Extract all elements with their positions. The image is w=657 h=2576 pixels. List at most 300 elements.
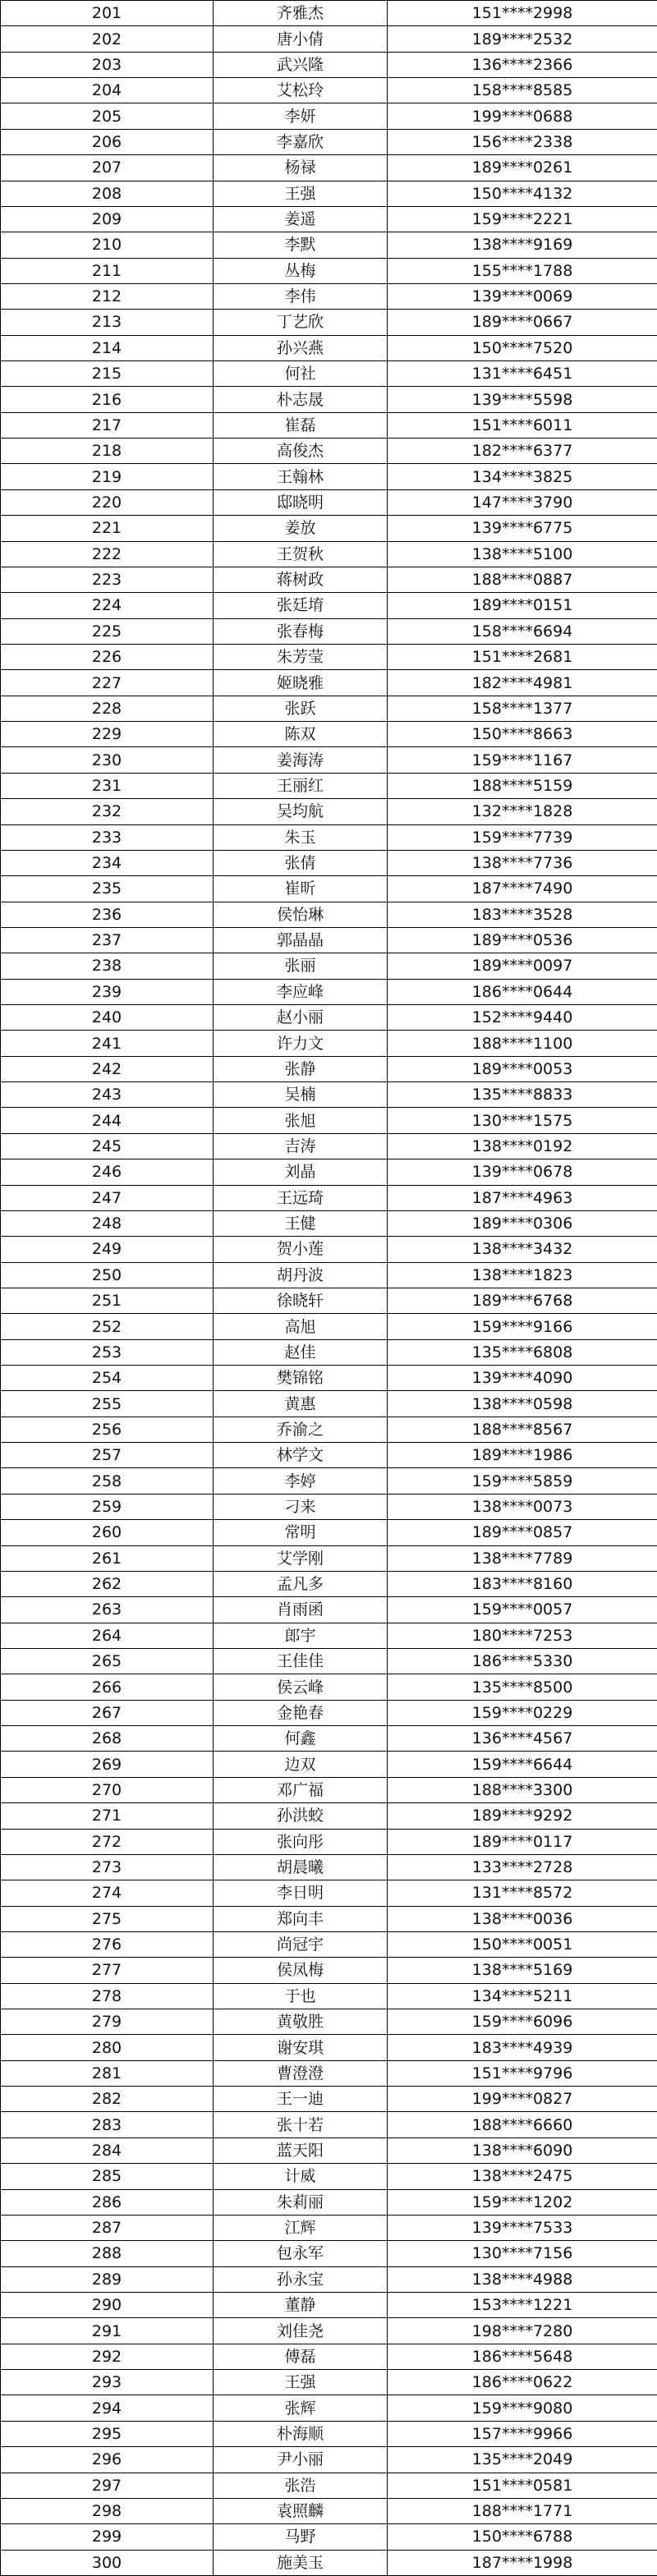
name-cell: 于也 bbox=[214, 1983, 388, 2009]
name-cell: 胡丹波 bbox=[214, 1262, 388, 1288]
name-cell: 武兴隆 bbox=[214, 52, 388, 77]
row-number-cell: 282 bbox=[1, 2087, 214, 2112]
name-cell: 孟凡多 bbox=[214, 1571, 388, 1596]
phone-cell: 151****0581 bbox=[388, 2473, 657, 2498]
phone-cell: 138****0073 bbox=[388, 1494, 657, 1519]
table-row bbox=[1, 335, 657, 360]
phone-cell: 131****8572 bbox=[388, 1880, 657, 1906]
phone-cell: 183****8160 bbox=[388, 1571, 657, 1596]
table-row bbox=[1, 412, 657, 438]
row-number-cell: 206 bbox=[1, 129, 214, 154]
name-cell: 何社 bbox=[214, 361, 388, 387]
row-number-cell: 295 bbox=[1, 2421, 214, 2446]
table-row bbox=[1, 670, 657, 696]
name-cell: 王一迪 bbox=[214, 2087, 388, 2112]
phone-cell: 159****6644 bbox=[388, 1752, 657, 1777]
name-cell: 何鑫 bbox=[214, 1726, 388, 1752]
table-row bbox=[1, 2318, 657, 2344]
row-number-cell: 213 bbox=[1, 310, 214, 335]
phone-cell: 189****0667 bbox=[388, 310, 657, 335]
name-cell: 崔磊 bbox=[214, 412, 388, 438]
phone-cell: 189****0097 bbox=[388, 953, 657, 979]
table-row bbox=[1, 2164, 657, 2189]
name-cell: 侯凤梅 bbox=[214, 1958, 388, 1983]
name-cell: 江辉 bbox=[214, 2215, 388, 2240]
table-row bbox=[1, 1880, 657, 1906]
row-number-cell: 258 bbox=[1, 1468, 214, 1494]
table-row bbox=[1, 1854, 657, 1880]
row-number-cell: 225 bbox=[1, 618, 214, 644]
name-cell: 徐晓轩 bbox=[214, 1288, 388, 1313]
table-row bbox=[1, 2241, 657, 2266]
row-number-cell: 299 bbox=[1, 2524, 214, 2550]
phone-cell: 189****0053 bbox=[388, 1056, 657, 1081]
name-cell: 王健 bbox=[214, 1210, 388, 1236]
phone-cell: 139****5598 bbox=[388, 387, 657, 412]
name-cell: 蒋树政 bbox=[214, 567, 388, 592]
phone-cell: 180****7253 bbox=[388, 1623, 657, 1648]
table-row bbox=[1, 1752, 657, 1777]
row-number-cell: 232 bbox=[1, 799, 214, 824]
row-number-cell: 223 bbox=[1, 567, 214, 592]
phone-cell: 189****0117 bbox=[388, 1829, 657, 1854]
row-number-cell: 218 bbox=[1, 439, 214, 464]
phone-cell: 138****5100 bbox=[388, 541, 657, 567]
row-number-cell: 288 bbox=[1, 2241, 214, 2266]
name-cell: 张静 bbox=[214, 1056, 388, 1081]
name-cell: 赵佳 bbox=[214, 1339, 388, 1365]
row-number-cell: 284 bbox=[1, 2137, 214, 2163]
phone-cell: 188****0887 bbox=[388, 567, 657, 592]
name-cell: 边双 bbox=[214, 1752, 388, 1777]
name-cell: 齐雅杰 bbox=[214, 1, 388, 26]
row-number-cell: 204 bbox=[1, 78, 214, 103]
table-row bbox=[1, 2137, 657, 2163]
table-row bbox=[1, 696, 657, 721]
table-row bbox=[1, 2112, 657, 2137]
name-cell: 张春梅 bbox=[214, 618, 388, 644]
phone-cell: 147****3790 bbox=[388, 489, 657, 515]
row-number-cell: 278 bbox=[1, 1983, 214, 2009]
phone-cell: 158****8585 bbox=[388, 78, 657, 103]
name-cell: 王强 bbox=[214, 181, 388, 206]
row-number-cell: 250 bbox=[1, 1262, 214, 1288]
row-number-cell: 235 bbox=[1, 876, 214, 902]
row-number-cell: 265 bbox=[1, 1649, 214, 1674]
name-cell: 刁来 bbox=[214, 1494, 388, 1519]
row-number-cell: 202 bbox=[1, 26, 214, 52]
phone-cell: 199****0827 bbox=[388, 2087, 657, 2112]
row-number-cell: 300 bbox=[1, 2550, 214, 2575]
name-cell: 张丽 bbox=[214, 953, 388, 979]
row-number-cell: 244 bbox=[1, 1108, 214, 1133]
row-number-cell: 272 bbox=[1, 1829, 214, 1854]
phone-cell: 138****3432 bbox=[388, 1237, 657, 1262]
row-number-cell: 261 bbox=[1, 1545, 214, 1571]
phone-cell: 159****9166 bbox=[388, 1314, 657, 1339]
row-number-cell: 281 bbox=[1, 2060, 214, 2086]
table-row bbox=[1, 567, 657, 592]
phone-cell: 159****1202 bbox=[388, 2189, 657, 2215]
table-row bbox=[1, 1726, 657, 1752]
row-number-cell: 212 bbox=[1, 283, 214, 309]
phone-cell: 183****4939 bbox=[388, 2035, 657, 2060]
phone-cell: 159****0229 bbox=[388, 1700, 657, 1725]
table-row bbox=[1, 1958, 657, 1983]
table-row bbox=[1, 1391, 657, 1417]
phone-cell: 159****9080 bbox=[388, 2395, 657, 2421]
phone-cell: 150****0051 bbox=[388, 1931, 657, 1957]
name-cell: 许力文 bbox=[214, 1031, 388, 1056]
phone-cell: 138****1823 bbox=[388, 1262, 657, 1288]
phone-cell: 136****2366 bbox=[388, 52, 657, 77]
row-number-cell: 275 bbox=[1, 1906, 214, 1931]
row-number-cell: 231 bbox=[1, 773, 214, 798]
phone-cell: 159****1167 bbox=[388, 747, 657, 773]
row-number-cell: 240 bbox=[1, 1005, 214, 1031]
table-row bbox=[1, 593, 657, 618]
table-row bbox=[1, 78, 657, 103]
table-row bbox=[1, 773, 657, 798]
row-number-cell: 298 bbox=[1, 2498, 214, 2523]
row-number-cell: 292 bbox=[1, 2344, 214, 2369]
phone-cell: 151****2998 bbox=[388, 1, 657, 26]
phone-cell: 132****1828 bbox=[388, 799, 657, 824]
row-number-cell: 245 bbox=[1, 1133, 214, 1159]
table-row bbox=[1, 310, 657, 335]
name-cell: 李默 bbox=[214, 232, 388, 258]
table-row bbox=[1, 2035, 657, 2060]
table-row bbox=[1, 979, 657, 1004]
row-number-cell: 249 bbox=[1, 1237, 214, 1262]
table-row bbox=[1, 2344, 657, 2369]
name-cell: 金艳春 bbox=[214, 1700, 388, 1725]
phone-cell: 151****6011 bbox=[388, 412, 657, 438]
row-number-cell: 263 bbox=[1, 1597, 214, 1623]
phone-cell: 139****0678 bbox=[388, 1159, 657, 1185]
row-number-cell: 297 bbox=[1, 2473, 214, 2498]
phone-cell: 150****4132 bbox=[388, 181, 657, 206]
table-row bbox=[1, 1649, 657, 1674]
name-cell: 乔渝之 bbox=[214, 1417, 388, 1442]
table-row bbox=[1, 850, 657, 875]
name-cell: 樊锦铭 bbox=[214, 1366, 388, 1391]
phone-cell: 136****4567 bbox=[388, 1726, 657, 1752]
table-row bbox=[1, 103, 657, 129]
phone-cell: 130****7156 bbox=[388, 2241, 657, 2266]
table-row bbox=[1, 2498, 657, 2523]
table-row bbox=[1, 1468, 657, 1494]
name-cell: 张跃 bbox=[214, 696, 388, 721]
row-number-cell: 210 bbox=[1, 232, 214, 258]
row-number-cell: 246 bbox=[1, 1159, 214, 1185]
table-row bbox=[1, 1597, 657, 1623]
name-cell: 杨禄 bbox=[214, 155, 388, 181]
name-cell: 艾学刚 bbox=[214, 1545, 388, 1571]
name-cell: 刘晶 bbox=[214, 1159, 388, 1185]
row-number-cell: 283 bbox=[1, 2112, 214, 2137]
table-row bbox=[1, 1159, 657, 1185]
name-cell: 王丽红 bbox=[214, 773, 388, 798]
name-cell: 李嘉欣 bbox=[214, 129, 388, 154]
phone-cell: 189****0536 bbox=[388, 927, 657, 953]
name-cell: 胡晨曦 bbox=[214, 1854, 388, 1880]
name-cell: 林学文 bbox=[214, 1443, 388, 1468]
phone-cell: 159****0057 bbox=[388, 1597, 657, 1623]
phone-cell: 139****0069 bbox=[388, 283, 657, 309]
name-cell: 朴志晟 bbox=[214, 387, 388, 412]
name-cell: 常明 bbox=[214, 1520, 388, 1545]
name-cell: 姬晓雅 bbox=[214, 670, 388, 696]
phone-cell: 189****0857 bbox=[388, 1520, 657, 1545]
name-cell: 姜放 bbox=[214, 516, 388, 541]
phone-cell: 189****9292 bbox=[388, 1803, 657, 1829]
table-row bbox=[1, 2292, 657, 2317]
phone-cell: 186****5330 bbox=[388, 1649, 657, 1674]
phone-cell: 189****6768 bbox=[388, 1288, 657, 1313]
phone-cell: 139****6775 bbox=[388, 516, 657, 541]
phone-cell: 183****3528 bbox=[388, 902, 657, 927]
phone-cell: 188****8567 bbox=[388, 1417, 657, 1442]
name-cell: 傅磊 bbox=[214, 2344, 388, 2369]
table-row bbox=[1, 1829, 657, 1854]
row-number-cell: 215 bbox=[1, 361, 214, 387]
row-number-cell: 259 bbox=[1, 1494, 214, 1519]
phone-cell: 134****5211 bbox=[388, 1983, 657, 2009]
row-number-cell: 268 bbox=[1, 1726, 214, 1752]
row-number-cell: 205 bbox=[1, 103, 214, 129]
table-row bbox=[1, 1417, 657, 1442]
table-row bbox=[1, 1494, 657, 1519]
row-number-cell: 276 bbox=[1, 1931, 214, 1957]
table-row bbox=[1, 2266, 657, 2292]
phone-cell: 159****7739 bbox=[388, 824, 657, 850]
phone-cell: 139****4090 bbox=[388, 1366, 657, 1391]
row-number-cell: 267 bbox=[1, 1700, 214, 1725]
phone-cell: 138****5169 bbox=[388, 1958, 657, 1983]
name-cell: 黄惠 bbox=[214, 1391, 388, 1417]
table-row bbox=[1, 361, 657, 387]
phone-cell: 135****6808 bbox=[388, 1339, 657, 1365]
table-row bbox=[1, 1366, 657, 1391]
table-row bbox=[1, 26, 657, 52]
row-number-cell: 236 bbox=[1, 902, 214, 927]
name-cell: 黄敬胜 bbox=[214, 2009, 388, 2035]
row-number-cell: 269 bbox=[1, 1752, 214, 1777]
row-number-cell: 203 bbox=[1, 52, 214, 77]
name-cell: 李应峰 bbox=[214, 979, 388, 1004]
row-number-cell: 224 bbox=[1, 593, 214, 618]
phone-cell: 188****5159 bbox=[388, 773, 657, 798]
table-row bbox=[1, 258, 657, 283]
name-cell: 郭晶晶 bbox=[214, 927, 388, 953]
name-cell: 王贺秋 bbox=[214, 541, 388, 567]
phone-cell: 138****0192 bbox=[388, 1133, 657, 1159]
phone-cell: 135****2049 bbox=[388, 2447, 657, 2473]
name-cell: 李婷 bbox=[214, 1468, 388, 1494]
table-row bbox=[1, 489, 657, 515]
phone-cell: 189****0261 bbox=[388, 155, 657, 181]
name-cell: 朱玉 bbox=[214, 824, 388, 850]
row-number-cell: 229 bbox=[1, 722, 214, 747]
table-row bbox=[1, 1571, 657, 1596]
name-cell: 包永军 bbox=[214, 2241, 388, 2266]
row-number-cell: 241 bbox=[1, 1031, 214, 1056]
row-number-cell: 293 bbox=[1, 2370, 214, 2395]
table-row bbox=[1, 1, 657, 26]
phone-cell: 130****1575 bbox=[388, 1108, 657, 1133]
table-row bbox=[1, 1674, 657, 1700]
name-cell: 姜海涛 bbox=[214, 747, 388, 773]
name-cell: 谢安琪 bbox=[214, 2035, 388, 2060]
name-cell: 唐小倩 bbox=[214, 26, 388, 52]
table-row bbox=[1, 283, 657, 309]
phone-cell: 131****6451 bbox=[388, 361, 657, 387]
table-row bbox=[1, 824, 657, 850]
phone-cell: 158****1377 bbox=[388, 696, 657, 721]
row-number-cell: 234 bbox=[1, 850, 214, 875]
row-number-cell: 264 bbox=[1, 1623, 214, 1648]
name-cell: 肖雨函 bbox=[214, 1597, 388, 1623]
row-number-cell: 211 bbox=[1, 258, 214, 283]
row-number-cell: 208 bbox=[1, 181, 214, 206]
row-number-cell: 252 bbox=[1, 1314, 214, 1339]
table-row bbox=[1, 464, 657, 489]
name-cell: 李伟 bbox=[214, 283, 388, 309]
row-number-cell: 239 bbox=[1, 979, 214, 1004]
row-number-cell: 207 bbox=[1, 155, 214, 181]
row-number-cell: 230 bbox=[1, 747, 214, 773]
phone-cell: 153****1221 bbox=[388, 2292, 657, 2317]
phone-cell: 159****5859 bbox=[388, 1468, 657, 1494]
table-row bbox=[1, 206, 657, 232]
phone-cell: 188****3300 bbox=[388, 1777, 657, 1802]
name-cell: 马野 bbox=[214, 2524, 388, 2550]
phone-cell: 158****6694 bbox=[388, 618, 657, 644]
name-cell: 邸晓明 bbox=[214, 489, 388, 515]
row-number-cell: 290 bbox=[1, 2292, 214, 2317]
name-cell: 李妍 bbox=[214, 103, 388, 129]
phone-cell: 187****1998 bbox=[388, 2550, 657, 2575]
table-row bbox=[1, 902, 657, 927]
phone-cell: 138****4988 bbox=[388, 2266, 657, 2292]
row-number-cell: 221 bbox=[1, 516, 214, 541]
row-number-cell: 247 bbox=[1, 1185, 214, 1210]
phone-cell: 187****4963 bbox=[388, 1185, 657, 1210]
name-cell: 孙永宝 bbox=[214, 2266, 388, 2292]
table-row bbox=[1, 181, 657, 206]
table-row bbox=[1, 876, 657, 902]
name-cell: 侯怡琳 bbox=[214, 902, 388, 927]
row-number-cell: 238 bbox=[1, 953, 214, 979]
table-row bbox=[1, 1314, 657, 1339]
name-cell: 郎宇 bbox=[214, 1623, 388, 1648]
phone-cell: 133****2728 bbox=[388, 1854, 657, 1880]
name-cell: 王远琦 bbox=[214, 1185, 388, 1210]
name-cell: 袁照麟 bbox=[214, 2498, 388, 2523]
table-row bbox=[1, 1545, 657, 1571]
row-number-cell: 219 bbox=[1, 464, 214, 489]
name-cell: 王翰林 bbox=[214, 464, 388, 489]
name-cell: 蓝天阳 bbox=[214, 2137, 388, 2163]
table-row bbox=[1, 1005, 657, 1031]
table-row bbox=[1, 953, 657, 979]
table-row bbox=[1, 541, 657, 567]
name-cell: 曹澄澄 bbox=[214, 2060, 388, 2086]
table-row bbox=[1, 1700, 657, 1725]
row-number-cell: 255 bbox=[1, 1391, 214, 1417]
phone-cell: 187****7490 bbox=[388, 876, 657, 902]
table-row bbox=[1, 2421, 657, 2446]
phone-cell: 138****9169 bbox=[388, 232, 657, 258]
phone-cell: 189****2532 bbox=[388, 26, 657, 52]
phone-cell: 156****2338 bbox=[388, 129, 657, 154]
table-row bbox=[1, 1983, 657, 2009]
name-cell: 赵小丽 bbox=[214, 1005, 388, 1031]
row-number-cell: 289 bbox=[1, 2266, 214, 2292]
name-cell: 丁艺欣 bbox=[214, 310, 388, 335]
row-number-cell: 214 bbox=[1, 335, 214, 360]
table-row bbox=[1, 1906, 657, 1931]
table-row bbox=[1, 1082, 657, 1108]
table-row bbox=[1, 155, 657, 181]
phone-cell: 189****1986 bbox=[388, 1443, 657, 1468]
row-number-cell: 286 bbox=[1, 2189, 214, 2215]
row-number-cell: 222 bbox=[1, 541, 214, 567]
row-number-cell: 216 bbox=[1, 387, 214, 412]
table-row bbox=[1, 232, 657, 258]
name-cell: 张廷堉 bbox=[214, 593, 388, 618]
table-row bbox=[1, 1803, 657, 1829]
table-row bbox=[1, 1623, 657, 1648]
row-number-cell: 285 bbox=[1, 2164, 214, 2189]
row-number-cell: 262 bbox=[1, 1571, 214, 1596]
row-number-cell: 228 bbox=[1, 696, 214, 721]
name-cell: 尹小丽 bbox=[214, 2447, 388, 2473]
row-number-cell: 260 bbox=[1, 1520, 214, 1545]
phone-cell: 152****9440 bbox=[388, 1005, 657, 1031]
name-cell: 计威 bbox=[214, 2164, 388, 2189]
name-cell: 董静 bbox=[214, 2292, 388, 2317]
row-number-cell: 226 bbox=[1, 644, 214, 669]
phone-cell: 159****6096 bbox=[388, 2009, 657, 2035]
phone-cell: 188****1771 bbox=[388, 2498, 657, 2523]
phone-cell: 151****9796 bbox=[388, 2060, 657, 2086]
table-row bbox=[1, 1133, 657, 1159]
table-row bbox=[1, 2370, 657, 2395]
table-row bbox=[1, 1777, 657, 1802]
table-row bbox=[1, 2215, 657, 2240]
row-number-cell: 266 bbox=[1, 1674, 214, 1700]
row-number-cell: 271 bbox=[1, 1803, 214, 1829]
phone-cell: 189****0151 bbox=[388, 593, 657, 618]
phone-cell: 199****0688 bbox=[388, 103, 657, 129]
table-row bbox=[1, 1108, 657, 1133]
phone-cell: 150****8663 bbox=[388, 722, 657, 747]
table-row bbox=[1, 2447, 657, 2473]
name-cell: 孙兴燕 bbox=[214, 335, 388, 360]
phone-cell: 139****7533 bbox=[388, 2215, 657, 2240]
table-row bbox=[1, 644, 657, 669]
name-cell: 吴楠 bbox=[214, 1082, 388, 1108]
name-cell: 吉涛 bbox=[214, 1133, 388, 1159]
row-number-cell: 287 bbox=[1, 2215, 214, 2240]
table-row bbox=[1, 1031, 657, 1056]
phone-cell: 198****7280 bbox=[388, 2318, 657, 2344]
row-number-cell: 274 bbox=[1, 1880, 214, 1906]
table-row bbox=[1, 799, 657, 824]
name-cell: 郑向丰 bbox=[214, 1906, 388, 1931]
